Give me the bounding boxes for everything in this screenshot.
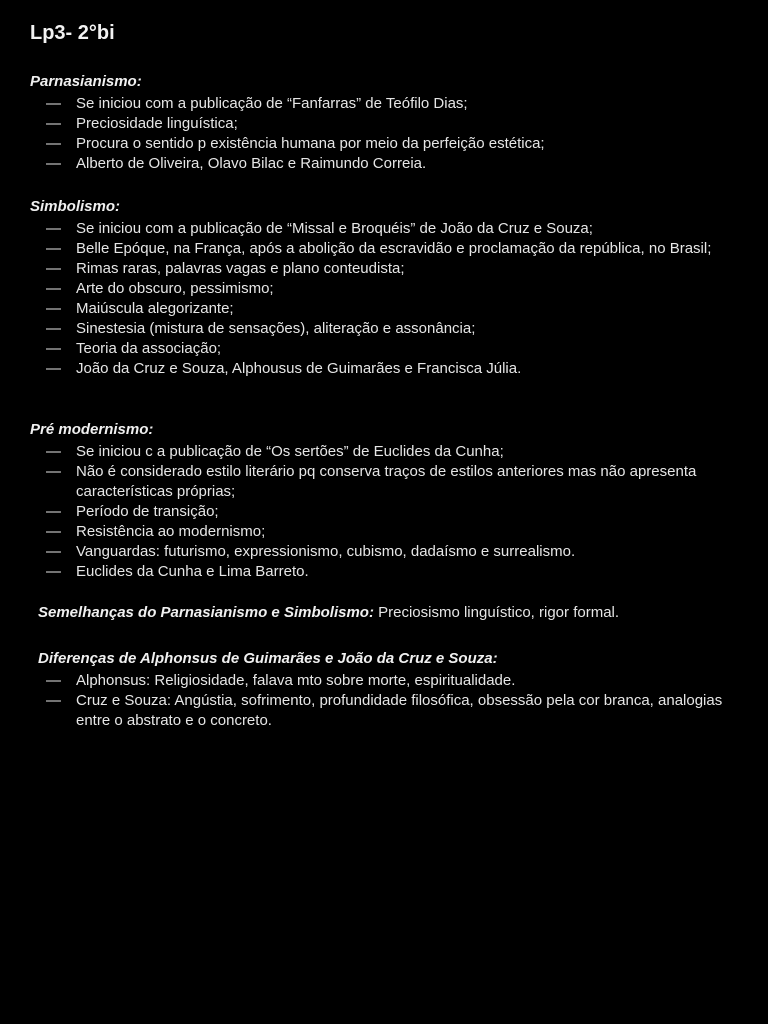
dash-bullet: —: [46, 463, 61, 480]
list-item: — Se iniciou c a publicação de “Os sertões” de Euclides da Cunha;: [46, 443, 504, 460]
dash-bullet: —: [46, 672, 61, 689]
section-diferencas: [30, 649, 730, 731]
similarities-line: [38, 603, 738, 623]
section-simbolismo: [30, 197, 730, 379]
section-heading: Pré modernismo:: [30, 421, 154, 438]
section-heading: Simbolismo:: [30, 198, 121, 215]
dash-bullet: —: [46, 523, 61, 540]
list-item: — Euclides da Cunha e Lima Barreto.: [46, 563, 309, 580]
dash-bullet: —: [46, 240, 61, 257]
section-heading: Parnasianismo:: [30, 73, 142, 90]
bullet-list: [30, 94, 730, 174]
list-item: — Se iniciou com a publicação de “Fanfarras” de Teófilo Dias;: [46, 95, 468, 112]
dash-bullet: —: [46, 115, 61, 132]
dash-bullet: —: [46, 503, 61, 520]
section-pre-modernismo: [30, 420, 730, 582]
list-item: — Arte do obscuro, pessimismo;: [46, 280, 274, 297]
bullet-list: [30, 219, 730, 379]
list-item: — Procura o sentido p existência humana por meio da perfeição estética;: [46, 135, 545, 152]
list-item: — Belle Epóque, na França, após a abolição da escravidão e proclamação da república, no Brasil;: [46, 240, 712, 257]
dash-bullet: —: [46, 443, 61, 460]
list-item: — Alberto de Oliveira, Olavo Bilac e Raimundo Correia.: [46, 155, 427, 172]
list-item: — Maiúscula alegorizante;: [46, 300, 234, 317]
dash-bullet: —: [46, 563, 61, 580]
list-item: — Não é considerado estilo literário pq conserva traços de estilos anteriores mas não apresenta características próprias;: [46, 463, 697, 500]
list-item: — Vanguardas: futurismo, expressionismo, cubismo, dadaísmo e surrealismo.: [46, 543, 576, 560]
dash-bullet: —: [46, 360, 61, 377]
dash-bullet: —: [46, 300, 61, 317]
similarities-label: Semelhanças do Parnasianismo e Simbolismo:: [38, 604, 374, 621]
list-item: — Cruz e Souza: Angústia, sofrimento, profundidade filosófica, obsessão pela cor branca, analogias entre o abstrato e o concreto.: [46, 692, 723, 729]
dash-bullet: —: [46, 280, 61, 297]
list-item: — Alphonsus: Religiosidade, falava mto sobre morte, espiritualidade.: [46, 672, 516, 689]
dash-bullet: —: [46, 543, 61, 560]
list-item: — João da Cruz e Souza, Alphousus de Guimarães e Francisca Júlia.: [46, 360, 522, 377]
section-parnasianismo: [30, 72, 730, 174]
list-item: — Resistência ao modernismo;: [46, 523, 266, 540]
page-title: Lp3- 2°bi: [30, 22, 115, 44]
similarities-text: Preciosismo linguístico, rigor formal.: [378, 604, 620, 621]
bullet-list: [30, 671, 730, 731]
list-item: — Preciosidade linguística;: [46, 115, 238, 132]
bullet-list: [30, 442, 730, 582]
section-heading: Diferenças de Alphonsus de Guimarães e João da Cruz e Souza:: [38, 650, 498, 667]
dash-bullet: —: [46, 320, 61, 337]
list-item: — Rimas raras, palavras vagas e plano conteudista;: [46, 260, 405, 277]
dash-bullet: —: [46, 220, 61, 237]
list-item: — Teoria da associação;: [46, 340, 222, 357]
dash-bullet: —: [46, 95, 61, 112]
dash-bullet: —: [46, 135, 61, 152]
dash-bullet: —: [46, 692, 61, 709]
dash-bullet: —: [46, 155, 61, 172]
list-item: — Se iniciou com a publicação de “Missal e Broquéis” de João da Cruz e Souza;: [46, 220, 593, 237]
dash-bullet: —: [46, 260, 61, 277]
list-item: — Sinestesia (mistura de sensações), aliteração e assonância;: [46, 320, 476, 337]
dash-bullet: —: [46, 340, 61, 357]
list-item: — Período de transição;: [46, 503, 219, 520]
